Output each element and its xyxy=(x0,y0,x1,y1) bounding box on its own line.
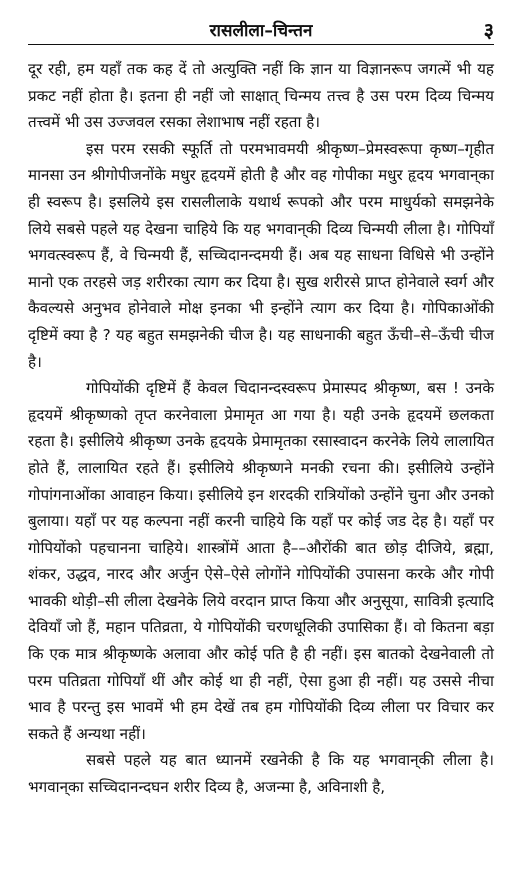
paragraph: गोपियोंकी दृष्टिमें हैं केवल चिदानन्दस्वरूप प्रेमास्पद श्रीकृष्ण, बस ! उनके हृदयमें श्रीकृष्णको तृप्त करनेवाला प्रेमामृत आ गया है। यही उनके हृदयमें छलकता रहता है। इसीलिये श्रीकृष्ण उनके हृदयके प्रेमामृतका रसास्वादन करनेके लिये लालायित होते हैं, लालायित रहते हैं। इसीलिये श्रीकृष्णने मनकी रचना की। इसीलिये उन्होंने गोपांगनाओंका आवाहन किया। इसीलिये इन शरदकी रात्रियोंको उन्होंने चुना और उनको बुलाया। यहाँ पर यह कल्पना नहीं करनी चाहिये कि यहाँ पर कोई जड देह है। यहाँ पर गोपियोंको पहचानना चाहिये। शास्त्रोंमें आता है––औरोंकी बात छोड़ दीजिये, ब्रह्मा, शंकर, उद्धव, नारद और अर्जुन ऐसे–ऐसे लोगोंने गोपियोंकी उपासना करके और गोपी भावकी थोड़ी–सी लीला देखनेके लिये वरदान प्राप्त किया और अनुसूया, सावित्री इत्यादि देवियाँ जो हैं, महान पतिव्रता, ये गोपियोंकी चरणधूलिकी उपासिका हैं। वो कितना बड़ा कि एक मात्र श्रीकृष्णके अलावा और कोई पति है ही नहीं। इस बातको देखनेवाली तो परम पतिव्रता गोपियाँ थीं और कोई था ही नहीं, ऐसा हुआ ही नहीं। यह उससे नीचा भाव है परन्तु इस भावमें भी हम देखें तब हम गोपियोंकी दिव्य लीला पर विचार कर सकते हैं अन्यथा नहीं। xyxy=(28,379,494,743)
paragraph: इस परम रसकी स्फूर्ति तो परमभावमयी श्रीकृष्ण–प्रेमस्वरूपा कृष्ण–गृहीत मानसा उन श्रीगोपीजनोंके मधुर हृदयमें होती है और वह गोपीका मधुर हृदय भगवान्‌का ही स्वरूप है। इसलिये इस रासलीलाके यथार्थ रूपको और परम माधुर्यको समझनेके लिये सबसे पहले यह देखना चाहिये कि यह भगवान्‌की दिव्य चिन्मयी लीला है। गोपियाँ भगवत्स्वरूप हैं, वे चिन्मयी हैं, सच्चिदानन्दमयी हैं। अब यह साधना विधिसे भी उन्होंने मानो एक तरहसे जड़ शरीरका त्याग कर दिया है। सुख शरीरसे प्राप्त होनेवाले स्वर्ग और कैवल्यसे अनुभव होनेवाले मोक्ष इनका भी इन्होंने त्याग कर दिया है। गोपिकाओंकी दृष्टिमें क्या है ? यह बहुत समझनेकी चीज है। यह साधनाकी बहुत ऊँची–से–ऊँची चीज है। xyxy=(28,139,494,371)
page-header xyxy=(28,14,494,44)
running-title: रासलीला–चिन्तन xyxy=(209,21,313,41)
page-body xyxy=(28,56,494,801)
paragraph: दूर रही, हम यहाँ तक कह दें तो अत्युक्ति नहीं कि ज्ञान या विज्ञानरूप जगत्में भी यह प्रकट नहीं होता है। इतना ही नहीं जो साक्षात् चिन्मय तत्त्व है उस परम दिव्य चिन्मय तत्त्वमें भी उस उज्जवल रसका लेशाभाष नहीं रहता है। xyxy=(28,60,494,132)
header-rule xyxy=(28,44,494,45)
paragraph: सबसे पहले यह बात ध्यानमें रखनेकी है कि यह भगवान्‌की लीला है। भगवान्‌का सच्चिदानन्दघन शरीर दिव्य है, अजन्मा है, अविनाशी है, xyxy=(28,751,494,797)
page-number: ३ xyxy=(483,18,494,42)
